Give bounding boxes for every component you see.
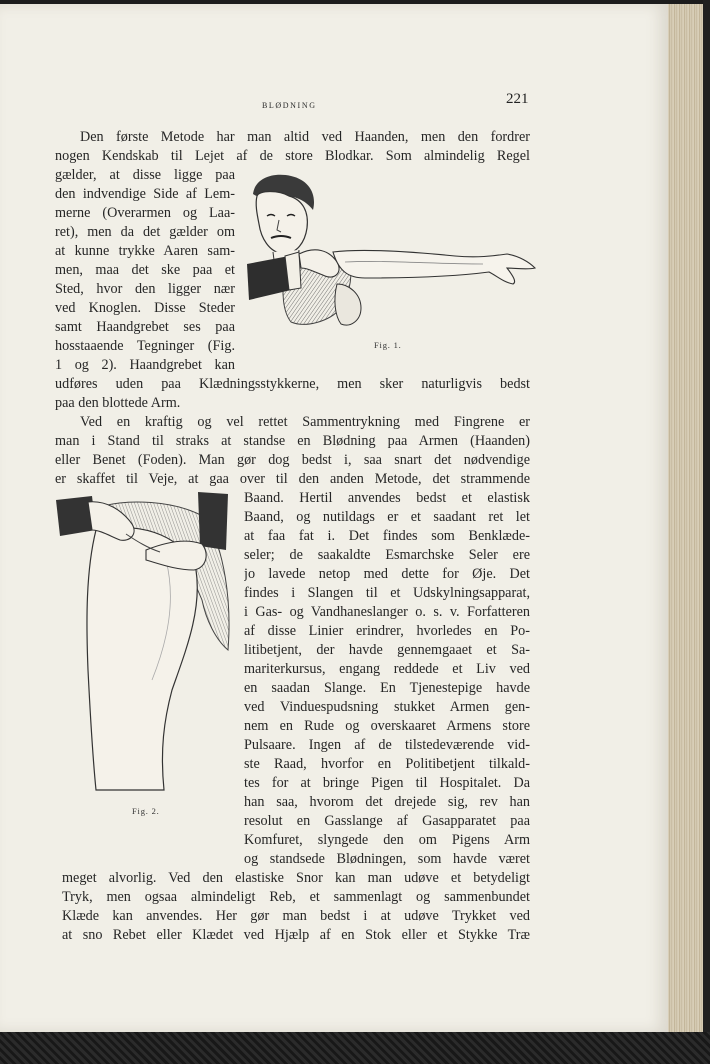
text-line: er skaffet til Veje, at gaa over til den anden Metode, det strammende: [55, 471, 530, 487]
text-line: litibetjent, der havde gennemgaaet et Sa-: [244, 642, 530, 658]
text-line: at faa fat i. Det findes som Benklæde-: [244, 528, 530, 544]
text-line: Baand. Hertil anvendes bedst et elastisk: [244, 490, 530, 506]
text-line: Sted, hvor den ligger nær: [55, 281, 235, 297]
figure-2-caption: Fig. 2.: [132, 806, 160, 816]
figure-1-illustration: [245, 172, 537, 334]
running-title: BLØDNING: [262, 101, 317, 110]
text-line: 1 og 2). Haandgrebet kan: [55, 357, 235, 373]
text-line: udføres uden paa Klædningsstykkerne, men sker naturligvis bedst: [55, 376, 530, 392]
figure-1-caption: Fig. 1.: [374, 340, 402, 350]
text-line: samt Haandgrebet ses paa: [55, 319, 235, 335]
text-line: at kunne trykke Aaren sam-: [55, 243, 235, 259]
text-line: resolut en Gasslange af Gasapparatet paa: [244, 813, 530, 829]
text-line: han saa, hvorom det drejede sig, rev han: [244, 794, 530, 810]
text-line: ret), men da det gælder om: [55, 224, 235, 240]
text-line: nem en Rude og overskaaret Armens store: [244, 718, 530, 734]
figure-2-illustration: [56, 490, 234, 800]
book-cover-edge: [703, 0, 710, 1064]
text-line: den indvendige Side af Lem-: [55, 186, 235, 202]
text-line: af disse Linier erindrer, hvorledes en Po-: [244, 623, 530, 639]
text-line: paa den blottede Arm.: [55, 395, 181, 411]
text-line: mariterkursus, engang reddede et Liv ved: [244, 661, 530, 677]
text-line: Komfuret, slyngede den om Pigens Arm: [244, 832, 530, 848]
text-line: merne (Overarmen og Laa-: [55, 205, 235, 221]
text-line: eller Benet (Foden). Man gør dog bedst i, saa snart det nødvendige: [55, 452, 530, 468]
text-line: Klæde kan anvendes. Her gør man bedst i at udøve Trykket ved: [62, 908, 530, 924]
text-line: Ved en kraftig og vel rettet Sammentrykning med Fingrene er: [80, 414, 530, 430]
text-line: at sno Rebet eller Klædet ved Hjælp af en Stok eller et Stykke Træ: [62, 927, 530, 943]
text-line: meget alvorlig. Ved den elastiske Snor kan man udøve et betydeligt: [62, 870, 530, 886]
text-line: gælder, at disse ligge paa: [55, 167, 235, 183]
text-line: ved Vinduespudsning stukket Armen gen-: [244, 699, 530, 715]
text-line: findes i Slangen til et Udskylningsapparat,: [244, 585, 530, 601]
text-line: Tryk, men ogsaa almindeligt Reb, et sammenlagt og sammenbundet: [62, 889, 530, 905]
text-line: en saadan Slange. En Tjenestepige havde: [244, 680, 530, 696]
text-line: ved Knoglen. Disse Steder: [55, 300, 235, 316]
text-line: tes for at bringe Pigen til Hospitalet. Da: [244, 775, 530, 791]
text-line: hosstaaende Tegninger (Fig.: [55, 338, 235, 354]
text-line: Den første Metode har man altid ved Haanden, men den fordrer: [80, 129, 530, 145]
text-line: i Gas- og Vandhaneslanger o. s. v. Forfatteren: [244, 604, 530, 620]
text-line: Pulsaare. Ingen af de tilstedeværende vid-: [244, 737, 530, 753]
text-line: man i Stand til straks at standse en Blødning paa Armen (Haanden): [55, 433, 530, 449]
text-line: seler; de saakaldte Esmarchske Seler ere: [244, 547, 530, 563]
page-number: 221: [506, 91, 529, 107]
text-line: og standsede Blødningen, som havde været: [244, 851, 530, 867]
text-line: jo lavede netop med dette for Øje. Det: [244, 566, 530, 582]
text-line: nogen Kendskab til Lejet af de store Blodkar. Som almindelig Regel: [55, 148, 530, 164]
book-cover-bottom: [0, 1032, 710, 1064]
text-line: men, maa det ske paa et: [55, 262, 235, 278]
text-line: ste Raad, hvorfor en Politibetjent tilkald-: [244, 756, 530, 772]
text-line: Baand, og nutildags er et saadant ret let: [244, 509, 530, 525]
